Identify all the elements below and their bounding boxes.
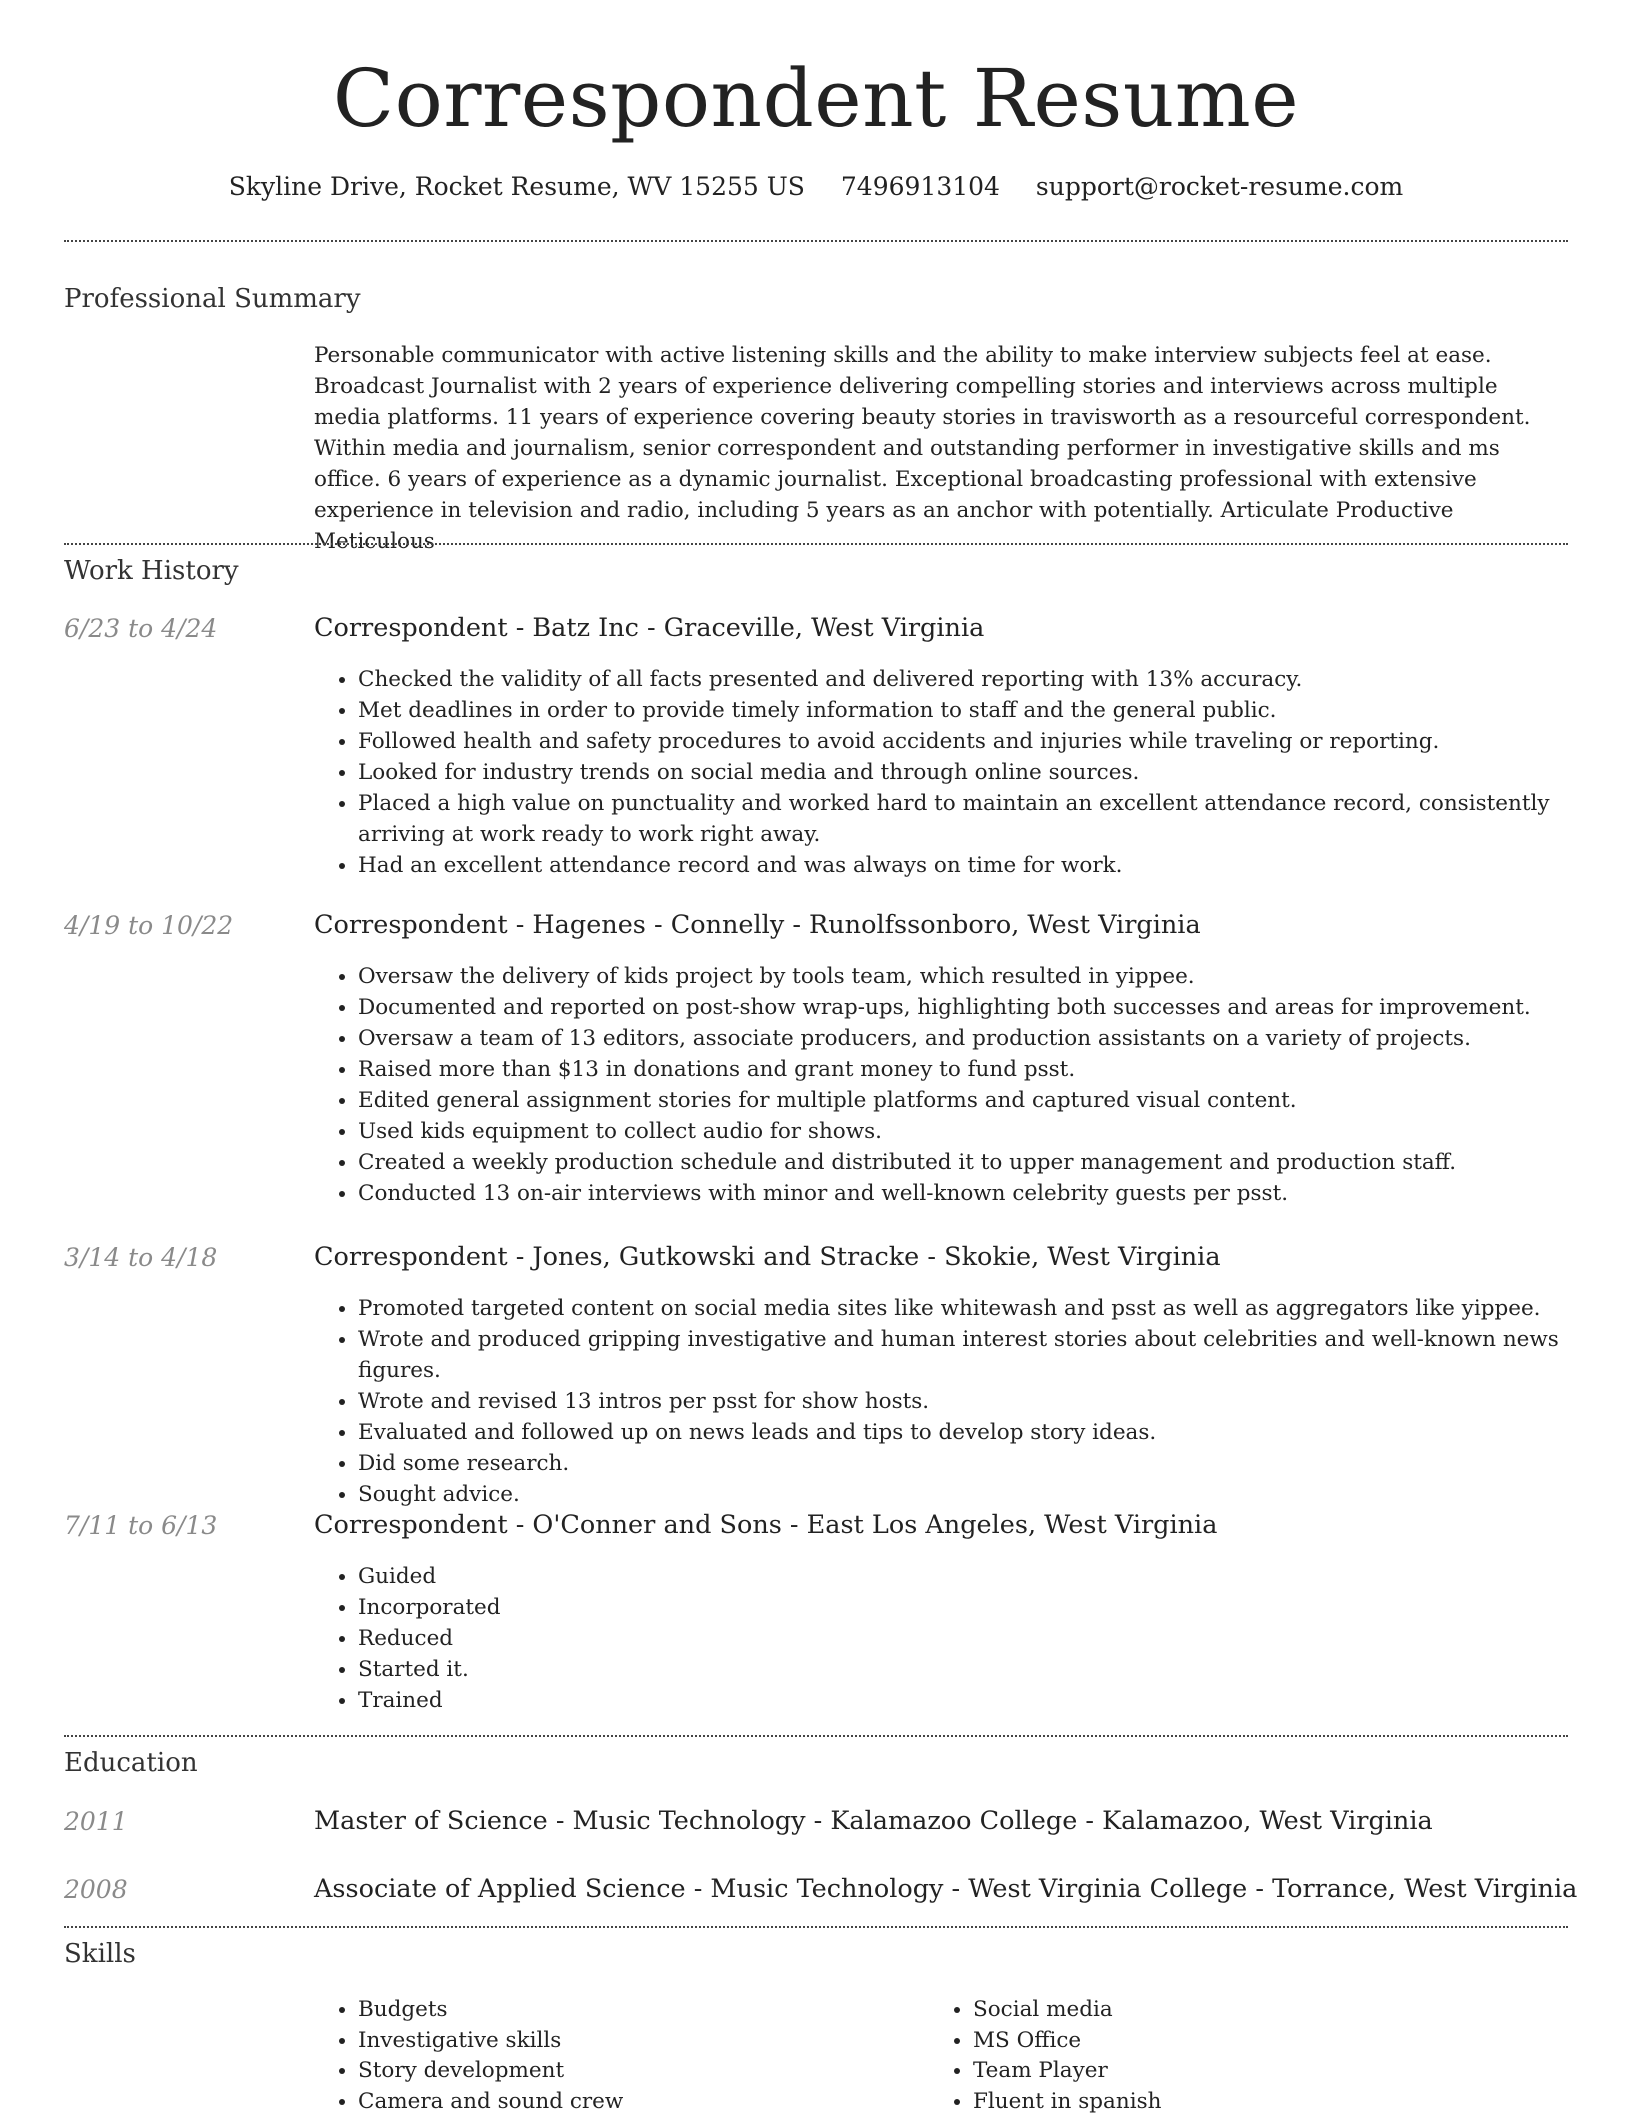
job-dates: 7/11 to 6/13 [64, 1511, 217, 1540]
contact-line [0, 172, 1632, 201]
job-bullet: • Raised more than $13 in donations and grant money to fund psst. [358, 1054, 1612, 1085]
education-entry: Master of Science - Music Technology - Kalamazoo College - Kalamazoo, West Virginia [314, 1806, 1433, 1836]
job-title: Correspondent - Batz Inc - Graceville, West Virginia [314, 613, 984, 643]
job-title: Correspondent - O'Conner and Sons - East Los Angeles, West Virginia [314, 1510, 1217, 1540]
job-bullet: • Met deadlines in order to provide timely information to staff and the general public. [358, 695, 1612, 726]
job-bullet: • Had an excellent attendance record and was always on time for work. [358, 850, 1612, 881]
job-bullet: • Trained [358, 1685, 1612, 1716]
education-year: 2008 [64, 1875, 128, 1904]
education-entry: Associate of Applied Science - Music Technology - West Virginia College - Torrance, West Virginia [314, 1874, 1577, 1904]
skills-list-left [314, 1995, 623, 2117]
job-dates: 6/23 to 4/24 [64, 614, 217, 643]
job-bullets [314, 1561, 1612, 1716]
job-bullet: • Reduced [358, 1623, 1612, 1654]
job-bullet: • Conducted 13 on-air interviews with minor and well-known celebrity guests per psst. [358, 1178, 1612, 1209]
divider [64, 1926, 1568, 1928]
job-bullet: • Wrote and produced gripping investigative and human interest stories about celebrities and well-known news figures. [358, 1324, 1612, 1386]
job-bullets [314, 1293, 1612, 1510]
job-bullet: • Checked the validity of all facts presented and delivered reporting with 13% accuracy. [358, 664, 1612, 695]
contact-phone: 7496913104 [841, 172, 1000, 201]
skill-item: • Team Player [973, 2056, 1161, 2087]
job-bullet: • Started it. [358, 1654, 1612, 1685]
job-bullets [314, 664, 1612, 881]
job-bullet: • Guided [358, 1561, 1612, 1592]
skill-item: • Story development [358, 2056, 623, 2087]
job-bullet: • Created a weekly production schedule and distributed it to upper management and production staff. [358, 1147, 1612, 1178]
skill-item: • Investigative skills [358, 2026, 623, 2057]
job-bullet: • Promoted targeted content on social media sites like whitewash and psst as well as aggregators like yippee. [358, 1293, 1612, 1324]
job-bullet: • Did some research. [358, 1448, 1612, 1479]
education-year: 2011 [64, 1807, 128, 1836]
contact-address: Skyline Drive, Rocket Resume, WV 15255 US [229, 172, 805, 201]
job-bullet: • Placed a high value on punctuality and worked hard to maintain an excellent attendance record, consistently arriving at work ready to work right away. [358, 788, 1612, 850]
skill-item: • Social media [973, 1995, 1161, 2026]
job-dates: 3/14 to 4/18 [64, 1243, 217, 1272]
job-title: Correspondent - Hagenes - Connelly - Runolfssonboro, West Virginia [314, 910, 1201, 940]
job-bullet: • Evaluated and followed up on news leads and tips to develop story ideas. [358, 1417, 1612, 1448]
job-bullet: • Followed health and safety procedures to avoid accidents and injuries while traveling or reporting. [358, 726, 1612, 757]
divider [64, 240, 1568, 242]
section-title-work-history: Work History [64, 556, 239, 586]
job-bullet: • Wrote and revised 13 intros per psst for show hosts. [358, 1386, 1612, 1417]
job-bullet: • Oversaw the delivery of kids project by tools team, which resulted in yippee. [358, 961, 1612, 992]
section-title-summary: Professional Summary [64, 284, 361, 314]
job-bullet: • Oversaw a team of 13 editors, associate producers, and production assistants on a variety of projects. [358, 1023, 1612, 1054]
divider [64, 1735, 1568, 1737]
job-bullet: • Edited general assignment stories for multiple platforms and captured visual content. [358, 1085, 1612, 1116]
section-title-skills: Skills [64, 1939, 136, 1969]
divider [64, 543, 1568, 545]
contact-email: support@rocket-resume.com [1036, 172, 1403, 201]
job-bullet: • Looked for industry trends on social media and through online sources. [358, 757, 1612, 788]
section-title-education: Education [64, 1748, 198, 1778]
skills-list-right [929, 1995, 1161, 2117]
skill-item: • MS Office [973, 2026, 1161, 2057]
job-bullet: • Documented and reported on post-show wrap-ups, highlighting both successes and areas for improvement. [358, 992, 1612, 1023]
job-bullet: • Used kids equipment to collect audio for shows. [358, 1116, 1612, 1147]
skill-item: • Fluent in spanish [973, 2087, 1161, 2117]
skill-item: • Camera and sound crew [358, 2087, 623, 2117]
job-dates: 4/19 to 10/22 [64, 911, 233, 940]
page-title: Correspondent Resume [0, 52, 1632, 145]
skill-item: • Budgets [358, 1995, 623, 2026]
job-title: Correspondent - Jones, Gutkowski and Stracke - Skokie, West Virginia [314, 1242, 1221, 1272]
summary-text: Personable communicator with active listening skills and the ability to make interview subjects feel at ease. Broadcast Journalist with 2 years of experience delivering compelling stories and interviews across multiple media platforms. 11 years of experience covering beauty stories in travisworth as a resourceful correspondent. Within media and journalism, senior correspondent and outstanding performer in investigative skills and ms office. 6 years of experience as a dynamic journalist. Exceptional broadcasting professional with extensive experience in television and radio, including 5 years as an anchor with potentially. Articulate Productive Meticulous [314, 340, 1570, 557]
job-bullets [314, 961, 1612, 1209]
job-bullet: • Incorporated [358, 1592, 1612, 1623]
job-bullet: • Sought advice. [358, 1479, 1612, 1510]
